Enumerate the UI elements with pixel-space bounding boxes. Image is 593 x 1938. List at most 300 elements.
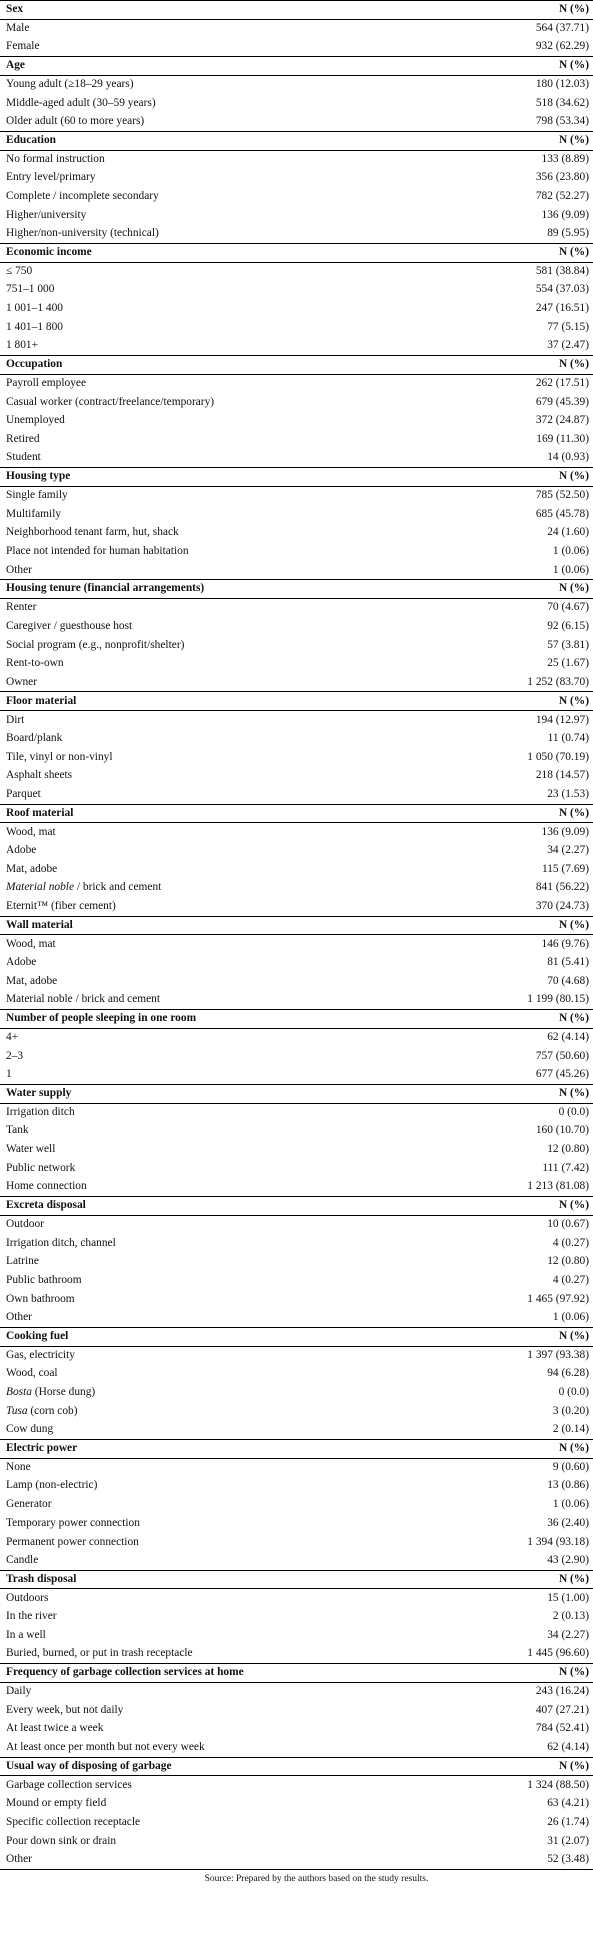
row-label: Unemployed — [6, 414, 65, 427]
row-value: 782 (52.27) — [535, 190, 589, 203]
table-row — [0, 561, 593, 580]
table-row — [0, 225, 593, 244]
row-label — [0, 1383, 470, 1402]
row-label: Buried, burned, or put in trash receptacle — [6, 1647, 193, 1660]
row-label-italic: Bosta — [6, 1386, 32, 1399]
column-header-n-percent: N (%) — [470, 580, 593, 599]
row-value: 1 465 (97.92) — [527, 1292, 589, 1305]
table-row — [0, 486, 593, 505]
table-row — [0, 75, 593, 94]
row-label: Wood, coal — [6, 1367, 58, 1380]
row-value: 1 397 (93.38) — [527, 1348, 589, 1361]
table-row — [0, 1346, 593, 1365]
row-label: Higher/university — [6, 208, 87, 221]
source-note: Source: Prepared by the authors based on the study results. — [204, 1873, 429, 1884]
table-row — [0, 150, 593, 169]
row-value: 0 (0.0) — [558, 1386, 589, 1399]
row-value: 34 (2.27) — [547, 844, 589, 857]
section-header — [0, 1084, 593, 1103]
row-label-italic: Material noble — [6, 881, 75, 894]
row-value: 14 (0.93) — [547, 451, 589, 464]
section-title: Occupation — [0, 356, 470, 375]
table-row — [0, 617, 593, 636]
row-value: 62 (4.14) — [547, 1031, 589, 1044]
table-row — [0, 972, 593, 991]
table-row — [0, 300, 593, 319]
section-title: Roof material — [0, 804, 470, 823]
row-value: 62 (4.14) — [547, 1740, 589, 1753]
table-row — [0, 1047, 593, 1066]
row-value: 160 (10.70) — [535, 1124, 589, 1137]
row-value: 70 (4.67) — [547, 601, 589, 614]
table-row — [0, 1552, 593, 1571]
row-label: Entry level/primary — [6, 171, 96, 184]
row-label: Casual worker (contract/freelance/temporary) — [6, 395, 215, 408]
table-row — [0, 1832, 593, 1851]
row-label: Own bathroom — [6, 1292, 75, 1305]
row-value: 785 (52.50) — [535, 489, 589, 502]
row-value: 70 (4.68) — [547, 974, 589, 987]
row-value: 356 (23.80) — [535, 171, 589, 184]
row-value: 169 (11.30) — [536, 432, 589, 445]
row-value: 757 (50.60) — [535, 1049, 589, 1062]
column-header-n-percent: N (%) — [470, 1084, 593, 1103]
section-header — [0, 1, 593, 20]
table-row — [0, 1234, 593, 1253]
table-row — [0, 206, 593, 225]
table-row — [0, 1140, 593, 1159]
row-value: 841 (56.22) — [535, 881, 589, 894]
table-row — [0, 1178, 593, 1197]
row-value: 81 (5.41) — [547, 956, 589, 969]
section-title: Water supply — [0, 1084, 470, 1103]
table-row — [0, 1159, 593, 1178]
section-title: Electric power — [0, 1439, 470, 1458]
column-header-n-percent: N (%) — [470, 1757, 593, 1776]
row-value: 34 (2.27) — [547, 1628, 589, 1641]
row-value: 3 (0.20) — [552, 1404, 589, 1417]
row-value: 23 (1.53) — [547, 787, 589, 800]
table-row — [0, 318, 593, 337]
table-row — [0, 1682, 593, 1701]
row-value: 2 (0.13) — [552, 1610, 589, 1623]
row-label: Older adult (60 to more years) — [6, 115, 145, 128]
row-label-italic: Tusa — [6, 1404, 28, 1417]
row-value: 1 445 (96.60) — [527, 1647, 589, 1660]
table-row — [0, 599, 593, 618]
row-label: Renter — [6, 601, 37, 614]
table-row — [0, 1701, 593, 1720]
row-value: 1 (0.06) — [552, 545, 589, 558]
row-value: 370 (24.73) — [535, 899, 589, 912]
row-label: Public network — [6, 1161, 76, 1174]
table-row — [0, 1290, 593, 1309]
row-value: 1 (0.06) — [552, 563, 589, 576]
row-value: 77 (5.15) — [547, 320, 589, 333]
table-row — [0, 281, 593, 300]
row-value: 798 (53.34) — [535, 115, 589, 128]
table-row — [0, 1421, 593, 1440]
column-header-n-percent: N (%) — [470, 1327, 593, 1346]
column-header-n-percent: N (%) — [470, 804, 593, 823]
table-row — [0, 1402, 593, 1421]
row-value: 1 (0.06) — [552, 1311, 589, 1324]
table-row — [0, 94, 593, 113]
table-row — [0, 337, 593, 356]
row-value: 679 (45.39) — [535, 395, 589, 408]
table-row — [0, 1458, 593, 1477]
row-label: Garbage collection services — [6, 1778, 132, 1791]
table-row — [0, 898, 593, 917]
row-label: Neighborhood tenant farm, hut, shack — [6, 526, 179, 539]
row-label: Male — [6, 22, 30, 35]
section-header — [0, 243, 593, 262]
section-header — [0, 1757, 593, 1776]
row-label: Other — [6, 1311, 32, 1324]
section-header — [0, 1439, 593, 1458]
section-header — [0, 1570, 593, 1589]
row-label: Student — [6, 451, 41, 464]
row-value: 677 (45.26) — [535, 1068, 589, 1081]
table-row — [0, 113, 593, 132]
table-row — [0, 1122, 593, 1141]
row-label: Every week, but not daily — [6, 1703, 124, 1716]
row-label: No formal instruction — [6, 152, 105, 165]
table-row — [0, 1309, 593, 1328]
row-label: Outdoors — [6, 1591, 49, 1604]
table-row — [0, 785, 593, 804]
row-value: 1 (0.06) — [552, 1498, 589, 1511]
table-row — [0, 412, 593, 431]
table-row — [0, 1496, 593, 1515]
row-label: Lamp (non-electric) — [6, 1479, 98, 1492]
row-value: 111 (7.42) — [542, 1161, 589, 1174]
row-label: Gas, electricity — [6, 1348, 75, 1361]
column-header-n-percent: N (%) — [470, 131, 593, 150]
section-header — [0, 356, 593, 375]
table-row — [0, 524, 593, 543]
column-header-n-percent: N (%) — [470, 1664, 593, 1683]
row-value: 36 (2.40) — [547, 1516, 589, 1529]
row-value: 136 (9.09) — [541, 825, 589, 838]
row-label: Single family — [6, 489, 68, 502]
row-label: Eternit™ (fiber cement) — [6, 899, 116, 912]
row-label: Cow dung — [6, 1423, 54, 1436]
table-row — [0, 636, 593, 655]
table-row — [0, 1626, 593, 1645]
row-label: Daily — [6, 1685, 32, 1698]
row-label: Mat, adobe — [6, 974, 58, 987]
row-value: 518 (34.62) — [535, 96, 589, 109]
row-label: Specific collection receptacle — [6, 1815, 141, 1828]
row-label: Home connection — [6, 1180, 87, 1193]
row-value: 57 (3.81) — [547, 638, 589, 651]
table-body — [0, 1, 593, 1870]
row-value: 1 199 (80.15) — [527, 993, 589, 1006]
row-label: Temporary power connection — [6, 1516, 140, 1529]
row-value: 25 (1.67) — [547, 657, 589, 670]
row-label: Outdoor — [6, 1218, 44, 1231]
table-row — [0, 748, 593, 767]
row-value: 136 (9.09) — [541, 208, 589, 221]
table-row — [0, 187, 593, 206]
row-label: 1 — [6, 1068, 12, 1081]
row-value: 13 (0.86) — [547, 1479, 589, 1492]
row-label: Higher/non-university (technical) — [6, 227, 159, 240]
row-label — [0, 1402, 470, 1421]
row-value: 1 213 (81.08) — [527, 1180, 589, 1193]
row-label: At least once per month but not every week — [6, 1740, 205, 1753]
table-row — [0, 823, 593, 842]
column-header-n-percent: N (%) — [470, 1010, 593, 1029]
table-row — [0, 655, 593, 674]
table-row — [0, 991, 593, 1010]
row-value: 12 (0.80) — [547, 1255, 589, 1268]
column-header-n-percent: N (%) — [470, 1197, 593, 1216]
row-label: Board/plank — [6, 731, 63, 744]
row-label: 4+ — [6, 1031, 19, 1044]
row-value: 0 (0.0) — [558, 1105, 589, 1118]
row-label: Candle — [6, 1553, 39, 1566]
row-label: Wood, mat — [6, 825, 56, 838]
row-value: 43 (2.90) — [547, 1553, 589, 1566]
row-label: Owner — [6, 675, 37, 688]
table-row — [0, 1645, 593, 1664]
row-label: Young adult (≥18–29 years) — [6, 78, 134, 91]
row-label: Female — [6, 40, 40, 53]
row-value: 146 (9.76) — [541, 937, 589, 950]
section-header — [0, 57, 593, 76]
table-row — [0, 262, 593, 281]
row-value: 10 (0.67) — [547, 1218, 589, 1231]
section-title: Trash disposal — [0, 1570, 470, 1589]
row-value: 564 (37.71) — [535, 22, 589, 35]
table-row — [0, 1066, 593, 1085]
row-label: Pour down sink or drain — [6, 1834, 117, 1847]
row-value: 9 (0.60) — [552, 1461, 589, 1474]
row-value: 407 (27.21) — [535, 1703, 589, 1716]
section-title: Floor material — [0, 692, 470, 711]
row-label: In the river — [6, 1610, 57, 1623]
row-label-rest: / brick and cement — [74, 881, 162, 894]
table-row — [0, 1514, 593, 1533]
row-label-rest: (Horse dung) — [31, 1386, 96, 1399]
table-row — [0, 38, 593, 57]
row-label: Multifamily — [6, 507, 62, 520]
table-row — [0, 935, 593, 954]
row-label: Permanent power connection — [6, 1535, 139, 1548]
table-row — [0, 1477, 593, 1496]
section-header — [0, 580, 593, 599]
table-row — [0, 1738, 593, 1757]
column-header-n-percent: N (%) — [470, 916, 593, 935]
section-header — [0, 468, 593, 487]
row-value: 554 (37.03) — [535, 283, 589, 296]
table-row — [0, 542, 593, 561]
row-value: 1 394 (93.18) — [527, 1535, 589, 1548]
row-label: Rent-to-own — [6, 657, 64, 670]
row-label: Middle-aged adult (30–59 years) — [6, 96, 156, 109]
row-value: 180 (12.03) — [535, 78, 589, 91]
table-row — [0, 767, 593, 786]
row-value: 1 324 (88.50) — [527, 1778, 589, 1791]
section-header — [0, 131, 593, 150]
row-label: 1 401–1 800 — [6, 320, 63, 333]
row-label: Tile, vinyl or non-vinyl — [6, 750, 113, 763]
table-row — [0, 1533, 593, 1552]
table-row — [0, 1851, 593, 1870]
row-value: 92 (6.15) — [547, 619, 589, 632]
row-value: 12 (0.80) — [547, 1143, 589, 1156]
row-value: 581 (38.84) — [535, 265, 589, 278]
row-label: 1 801+ — [6, 339, 39, 352]
table-row — [0, 430, 593, 449]
column-header-n-percent: N (%) — [470, 468, 593, 487]
table-row — [0, 1589, 593, 1608]
table-row — [0, 1383, 593, 1402]
row-value: 784 (52.41) — [535, 1722, 589, 1735]
row-value: 63 (4.21) — [547, 1797, 589, 1810]
column-header-n-percent: N (%) — [470, 1, 593, 20]
table-row — [0, 1608, 593, 1627]
table-row — [0, 1813, 593, 1832]
column-header-n-percent: N (%) — [470, 243, 593, 262]
section-header — [0, 1664, 593, 1683]
row-label: Other — [6, 563, 32, 576]
table-row — [0, 505, 593, 524]
row-label: Caregiver / guesthouse host — [6, 619, 133, 632]
table-row — [0, 1253, 593, 1272]
section-header — [0, 1010, 593, 1029]
section-title: Usual way of disposing of garbage — [0, 1757, 470, 1776]
table-row — [0, 954, 593, 973]
table-row — [0, 860, 593, 879]
row-value: 685 (45.78) — [535, 507, 589, 520]
table-row — [0, 841, 593, 860]
row-value: 115 (7.69) — [541, 862, 589, 875]
table-row — [0, 393, 593, 412]
table-row — [0, 879, 593, 898]
row-value: 218 (14.57) — [535, 769, 589, 782]
row-value: 194 (12.97) — [535, 713, 589, 726]
row-value: 4 (0.27) — [552, 1273, 589, 1286]
row-label: Irrigation ditch, channel — [6, 1236, 116, 1249]
section-header — [0, 1327, 593, 1346]
row-label: Material noble / brick and cement — [6, 993, 161, 1006]
row-value: 133 (8.89) — [541, 152, 589, 165]
row-label: 1 001–1 400 — [6, 302, 63, 315]
column-header-n-percent: N (%) — [470, 692, 593, 711]
table-row — [0, 1720, 593, 1739]
row-label: Wood, mat — [6, 937, 56, 950]
section-header — [0, 1197, 593, 1216]
table-row — [0, 374, 593, 393]
row-label: Place not intended for human habitation — [6, 545, 189, 558]
row-label: Tank — [6, 1124, 29, 1137]
row-label: ≤ 750 — [6, 265, 33, 278]
section-title: Age — [0, 57, 470, 76]
table-row — [0, 1215, 593, 1234]
section-title: Sex — [0, 1, 470, 20]
section-header — [0, 916, 593, 935]
row-value: 11 (0.74) — [547, 731, 589, 744]
row-value: 1 252 (83.70) — [527, 675, 589, 688]
section-title: Education — [0, 131, 470, 150]
row-value: 247 (16.51) — [535, 302, 589, 315]
row-label: Adobe — [6, 956, 37, 969]
row-label: Payroll employee — [6, 377, 87, 390]
table-row — [0, 1795, 593, 1814]
row-label: Asphalt sheets — [6, 769, 73, 782]
row-value: 52 (3.48) — [470, 1851, 593, 1870]
column-header-n-percent: N (%) — [470, 1570, 593, 1589]
section-title: Housing type — [0, 468, 470, 487]
row-value: 26 (1.74) — [547, 1815, 589, 1828]
row-value: 262 (17.51) — [535, 377, 589, 390]
table-row — [0, 711, 593, 730]
table-row — [0, 729, 593, 748]
row-value: 94 (6.28) — [547, 1367, 589, 1380]
row-value: 15 (1.00) — [547, 1591, 589, 1604]
row-value: 24 (1.60) — [547, 526, 589, 539]
section-title: Frequency of garbage collection services at home — [0, 1664, 470, 1683]
table-row — [0, 1271, 593, 1290]
row-label: Complete / incomplete secondary — [6, 190, 159, 203]
section-header — [0, 804, 593, 823]
row-label-rest: (corn cob) — [27, 1404, 78, 1417]
row-value: 932 (62.29) — [535, 40, 589, 53]
table-row — [0, 673, 593, 692]
row-value: 2 (0.14) — [552, 1423, 589, 1436]
row-label: 2–3 — [6, 1049, 24, 1062]
table-row — [0, 1365, 593, 1384]
row-label: Latrine — [6, 1255, 39, 1268]
section-header — [0, 692, 593, 711]
row-value: 89 (5.95) — [547, 227, 589, 240]
row-label: Other — [0, 1851, 470, 1870]
row-label: Dirt — [6, 713, 25, 726]
row-label: Generator — [6, 1498, 52, 1511]
section-title: Wall material — [0, 916, 470, 935]
row-label: Mound or empty field — [6, 1797, 107, 1810]
row-label: At least twice a week — [6, 1722, 104, 1735]
section-title: Excreta disposal — [0, 1197, 470, 1216]
row-value: 1 050 (70.19) — [527, 750, 589, 763]
section-title: Housing tenure (financial arrangements) — [0, 580, 470, 599]
row-label: Parquet — [6, 787, 41, 800]
column-header-n-percent: N (%) — [470, 356, 593, 375]
section-title: Number of people sleeping in one room — [0, 1010, 470, 1029]
row-label: In a well — [6, 1628, 46, 1641]
row-value: 31 (2.07) — [547, 1834, 589, 1847]
row-label: Public bathroom — [6, 1273, 82, 1286]
row-label: Water well — [6, 1143, 56, 1156]
row-value: 4 (0.27) — [552, 1236, 589, 1249]
row-value: 37 (2.47) — [547, 339, 589, 352]
row-label: 751–1 000 — [6, 283, 55, 296]
table-row — [0, 19, 593, 38]
table-row — [0, 1028, 593, 1047]
section-title: Economic income — [0, 243, 470, 262]
row-label: Social program (e.g., nonprofit/shelter) — [6, 638, 185, 651]
column-header-n-percent: N (%) — [470, 1439, 593, 1458]
row-label — [0, 879, 470, 898]
row-label: Mat, adobe — [6, 862, 58, 875]
row-label: None — [6, 1461, 31, 1474]
row-value: 372 (24.87) — [535, 414, 589, 427]
row-label: Retired — [6, 432, 40, 445]
table-row — [0, 1103, 593, 1122]
